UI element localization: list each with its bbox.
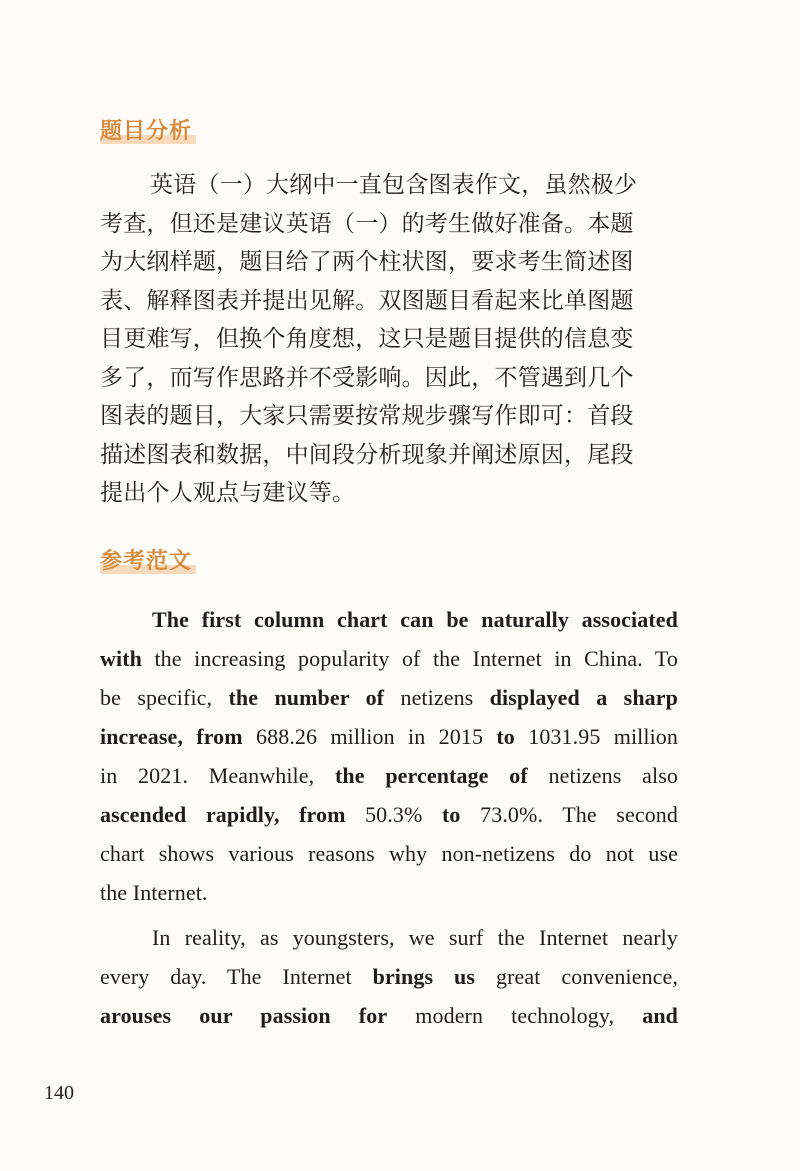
essay-line — [100, 957, 678, 996]
bold-phrase: increase, from — [100, 724, 243, 749]
essay-line — [100, 639, 678, 678]
text-run: netizens — [384, 685, 490, 710]
heading-text: 参考范文 — [100, 548, 193, 574]
essay-line — [100, 756, 678, 795]
bold-phrase: ascended rapidly, from — [100, 802, 346, 827]
text-run: 73.0%. The second — [460, 802, 679, 827]
text-run: chart shows various reasons why non-netizens do not use — [100, 841, 678, 866]
essay-line — [100, 873, 678, 912]
text-run: 1031.95 million — [514, 724, 678, 749]
text-run: in 2021. Meanwhile, — [100, 763, 335, 788]
text-run: In reality, as youngsters, we surf the Internet nearly — [152, 925, 678, 950]
essay-line — [100, 795, 678, 834]
bold-phrase: with — [100, 646, 142, 671]
analysis-line: 为大纲样题，题目给了两个柱状图，要求考生简述图 — [100, 249, 634, 275]
section-heading-analysis — [100, 116, 192, 146]
text-run: the increasing popularity of the Internet in China. To — [141, 646, 678, 671]
text-run: modern technology, — [387, 1003, 643, 1028]
analysis-paragraph — [100, 166, 680, 513]
bold-phrase: and — [642, 1003, 678, 1028]
text-run: 50.3% — [345, 802, 442, 827]
text-run: the Internet. — [100, 880, 208, 905]
text-run: netizens also — [527, 763, 678, 788]
bold-phrase: to — [442, 802, 461, 827]
bold-phrase: brings us — [372, 964, 476, 989]
analysis-line: 考查，但还是建议英语（一）的考生做好准备。本题 — [100, 210, 634, 237]
essay-paragraph-1 — [100, 600, 678, 912]
analysis-line: 提出个人观点与建议等。 — [100, 480, 356, 506]
essay-line — [100, 678, 678, 717]
heading-text: 题目分析 — [100, 118, 193, 144]
bold-phrase: arouses our passion for — [100, 1003, 388, 1028]
bold-phrase: displayed a sharp — [489, 685, 678, 710]
essay-line — [100, 717, 678, 756]
analysis-line: 目更难写，但换个角度想，这只是题目提供的信息变 — [100, 326, 634, 352]
text-run: be specific, — [100, 685, 229, 710]
bold-phrase: to — [496, 724, 515, 749]
analysis-line: 英语（一）大纲中一直包含图表作文，虽然极少 — [150, 172, 638, 198]
essay-line — [100, 918, 678, 957]
analysis-line: 表、解释图表并提出见解。双图题目看起来比单图题 — [100, 287, 634, 314]
section-heading-sample — [100, 546, 192, 576]
bold-phrase: The first column chart can be naturally associated — [152, 607, 678, 632]
analysis-line: 图表的题目，大家只需要按常规步骤写作即可：首段 — [100, 403, 634, 429]
essay-line — [100, 834, 678, 873]
bold-phrase: the percentage of — [334, 763, 528, 788]
essay-paragraph-2 — [100, 918, 678, 1035]
bold-phrase: the number of — [228, 685, 385, 710]
essay-line — [100, 996, 678, 1035]
text-run: 688.26 million in 2015 — [242, 724, 497, 749]
analysis-line: 描述图表和数据，中间段分析现象并阐述原因，尾段 — [100, 441, 634, 468]
essay-line — [100, 600, 678, 639]
text-run: great convenience, — [475, 964, 678, 989]
page-number: 140 — [44, 1082, 74, 1104]
analysis-line: 多了，而写作思路并不受影响。因此，不管遇到几个 — [100, 364, 634, 391]
text-run: every day. The Internet — [100, 964, 373, 989]
